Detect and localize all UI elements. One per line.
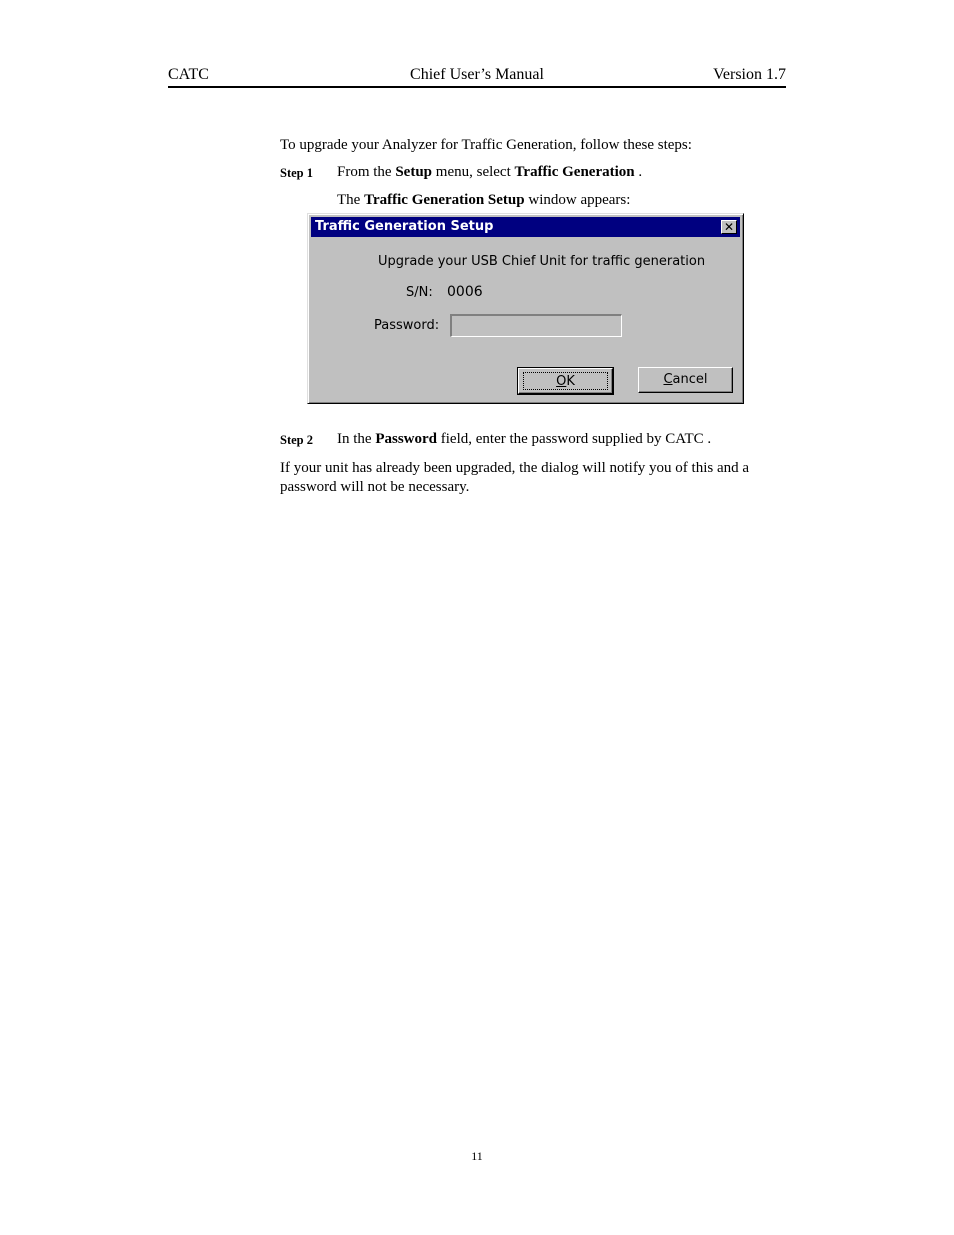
step-2-post: field, enter the password supplied by CATC . (437, 431, 712, 447)
window-note-term: Traffic Generation Setup (364, 192, 525, 208)
ok-button-label (523, 372, 608, 390)
dialog-titlebar (311, 217, 740, 237)
window-note-post: window appears: (524, 192, 631, 208)
dialog-message: Upgrade your USB Chief Unit for traffic generation (378, 254, 706, 269)
window-note-pre: The (337, 192, 365, 208)
intro-paragraph: To upgrade your Analyzer for Traffic Generation, follow these steps: (280, 137, 692, 153)
step-2-label: Step 2 (280, 433, 313, 447)
step-1-traffic-term: Traffic Generation (514, 164, 635, 180)
step-1-post: . (634, 164, 643, 180)
note-paragraph-line-2: password will not be necessary. (280, 479, 470, 495)
close-icon[interactable]: ✕ (721, 220, 737, 234)
step-2-text (337, 431, 711, 448)
page-number: 11 (471, 1149, 483, 1163)
step-1-setup-term: Setup (395, 164, 433, 180)
header-version: Version 1.7 (713, 66, 786, 83)
password-label: Password: (374, 318, 440, 333)
cancel-mnemonic: C (663, 372, 673, 387)
step-1-mid: menu, select (432, 164, 515, 180)
cancel-rest: ancel (672, 372, 708, 387)
serial-number-label: S/N: (406, 285, 433, 300)
step-1-pre: From the (337, 164, 396, 180)
serial-number-value: 0006 (447, 284, 483, 300)
note-paragraph-line-1: If your unit has already been upgraded, the dialog will notify you of this and a (280, 460, 750, 476)
cancel-button[interactable] (638, 367, 733, 393)
step-1-text (337, 164, 642, 181)
header-title: Chief User’s Manual (410, 66, 544, 83)
header-company: CATC (168, 66, 209, 83)
dialog-title: Traffic Generation Setup (315, 219, 494, 234)
page-header (168, 64, 786, 88)
window-appears-note (337, 192, 630, 209)
ok-rest: K (566, 374, 575, 389)
step-2-password-term: Password (375, 431, 437, 447)
password-field[interactable] (450, 314, 622, 337)
traffic-generation-dialog (307, 213, 744, 404)
step-2-pre: In the (337, 431, 376, 447)
ok-mnemonic: O (556, 374, 567, 389)
ok-button[interactable] (518, 368, 613, 394)
step-1-label: Step 1 (280, 166, 313, 180)
